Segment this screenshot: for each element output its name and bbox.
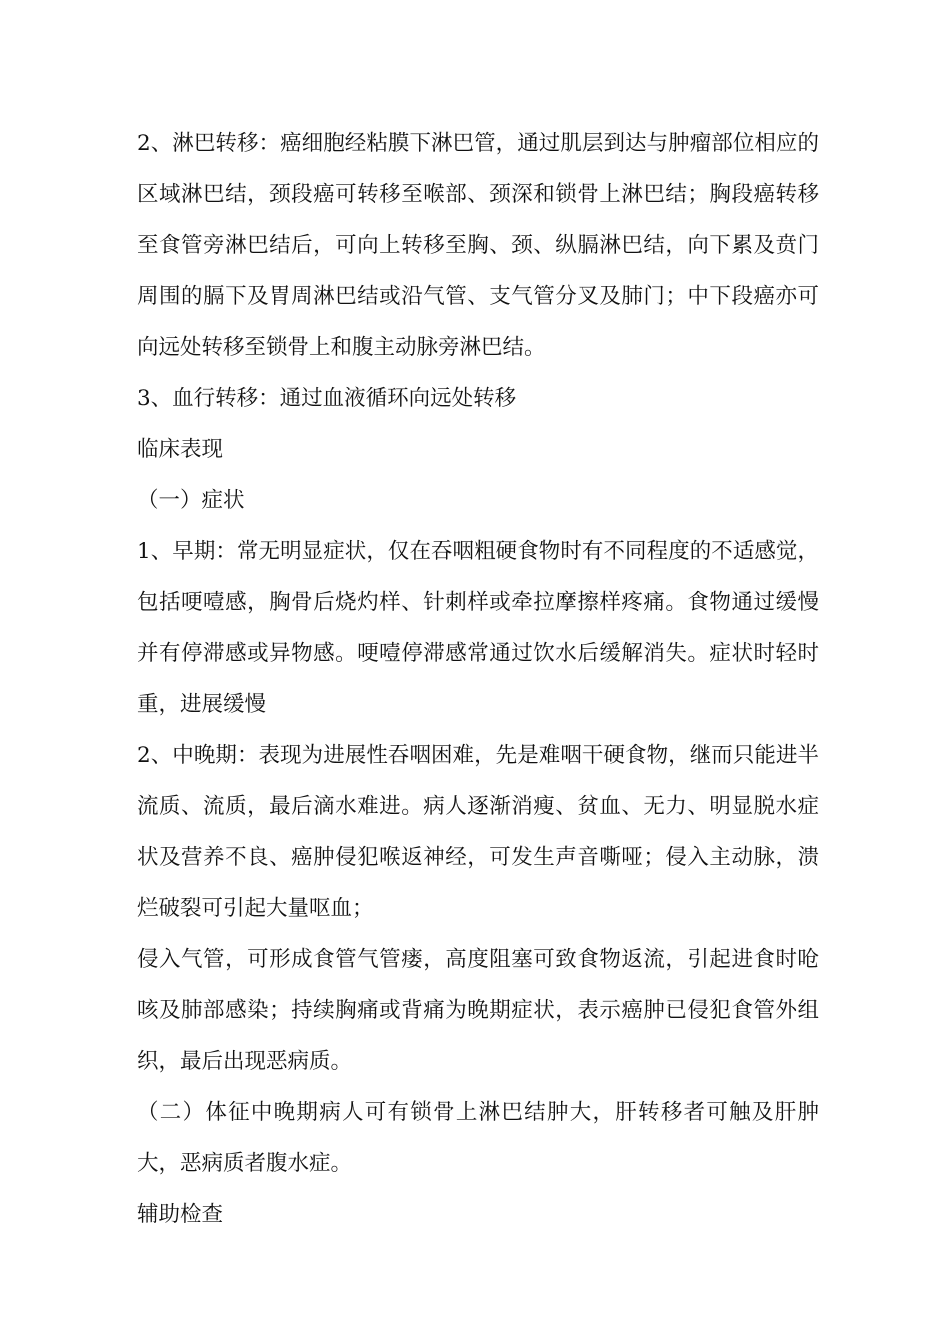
paragraph-lymphatic-metastasis: 2、淋巴转移：癌细胞经粘膜下淋巴管，通过肌层到达与肿瘤部位相应的区域淋巴结，颈段癌可转移至喉部、颈深和锁骨上淋巴结；胸段癌转移至食管旁淋巴结后，可向上转移至胸、颈、纵膈淋巴结，向下累及贲门周围的膈下及胃周淋巴结或沿气管、支气管分叉及肺门；中下段癌亦可向远处转移至锁骨上和腹主动脉旁淋巴结。 <box>137 131 819 360</box>
heading-clinical-manifestations: 临床表现 <box>137 437 224 462</box>
heading-auxiliary-examination: 辅助检查 <box>137 1202 224 1227</box>
paragraph-hematogenous-metastasis: 3、血行转移：通过血液循环向远处转移 <box>137 386 517 411</box>
paragraph-trachea-invasion: 侵入气管，可形成食管气管瘘，高度阻塞可致食物返流，引起进食时呛咳及肺部感染；持续胸痛或背痛为晚期症状，表示癌肿已侵犯食管外组织，最后出现恶病质。 <box>137 947 819 1074</box>
document-body <box>137 118 819 1240</box>
paragraph-physical-signs: （二）体征中晚期病人可有锁骨上淋巴结肿大，肝转移者可触及肝肿大，恶病质者腹水症。 <box>137 1100 819 1176</box>
subheading-symptoms: （一）症状 <box>137 488 245 513</box>
paragraph-early-stage: 1、早期：常无明显症状，仅在吞咽粗硬食物时有不同程度的不适感觉，包括哽噎感，胸骨后烧灼样、针刺样或牵拉摩擦样疼痛。食物通过缓慢并有停滞感或异物感。哽噎停滞感常通过饮水后缓解消失。症状时轻时重，进展缓慢 <box>137 539 819 717</box>
paragraph-mid-late-stage: 2、中晚期：表现为进展性吞咽困难，先是难咽干硬食物，继而只能进半流质、流质，最后滴水难进。病人逐渐消瘦、贫血、无力、明显脱水症状及营养不良、癌肿侵犯喉返神经，可发生声音嘶哑；侵入主动脉，溃烂破裂可引起大量呕血； <box>137 743 819 921</box>
